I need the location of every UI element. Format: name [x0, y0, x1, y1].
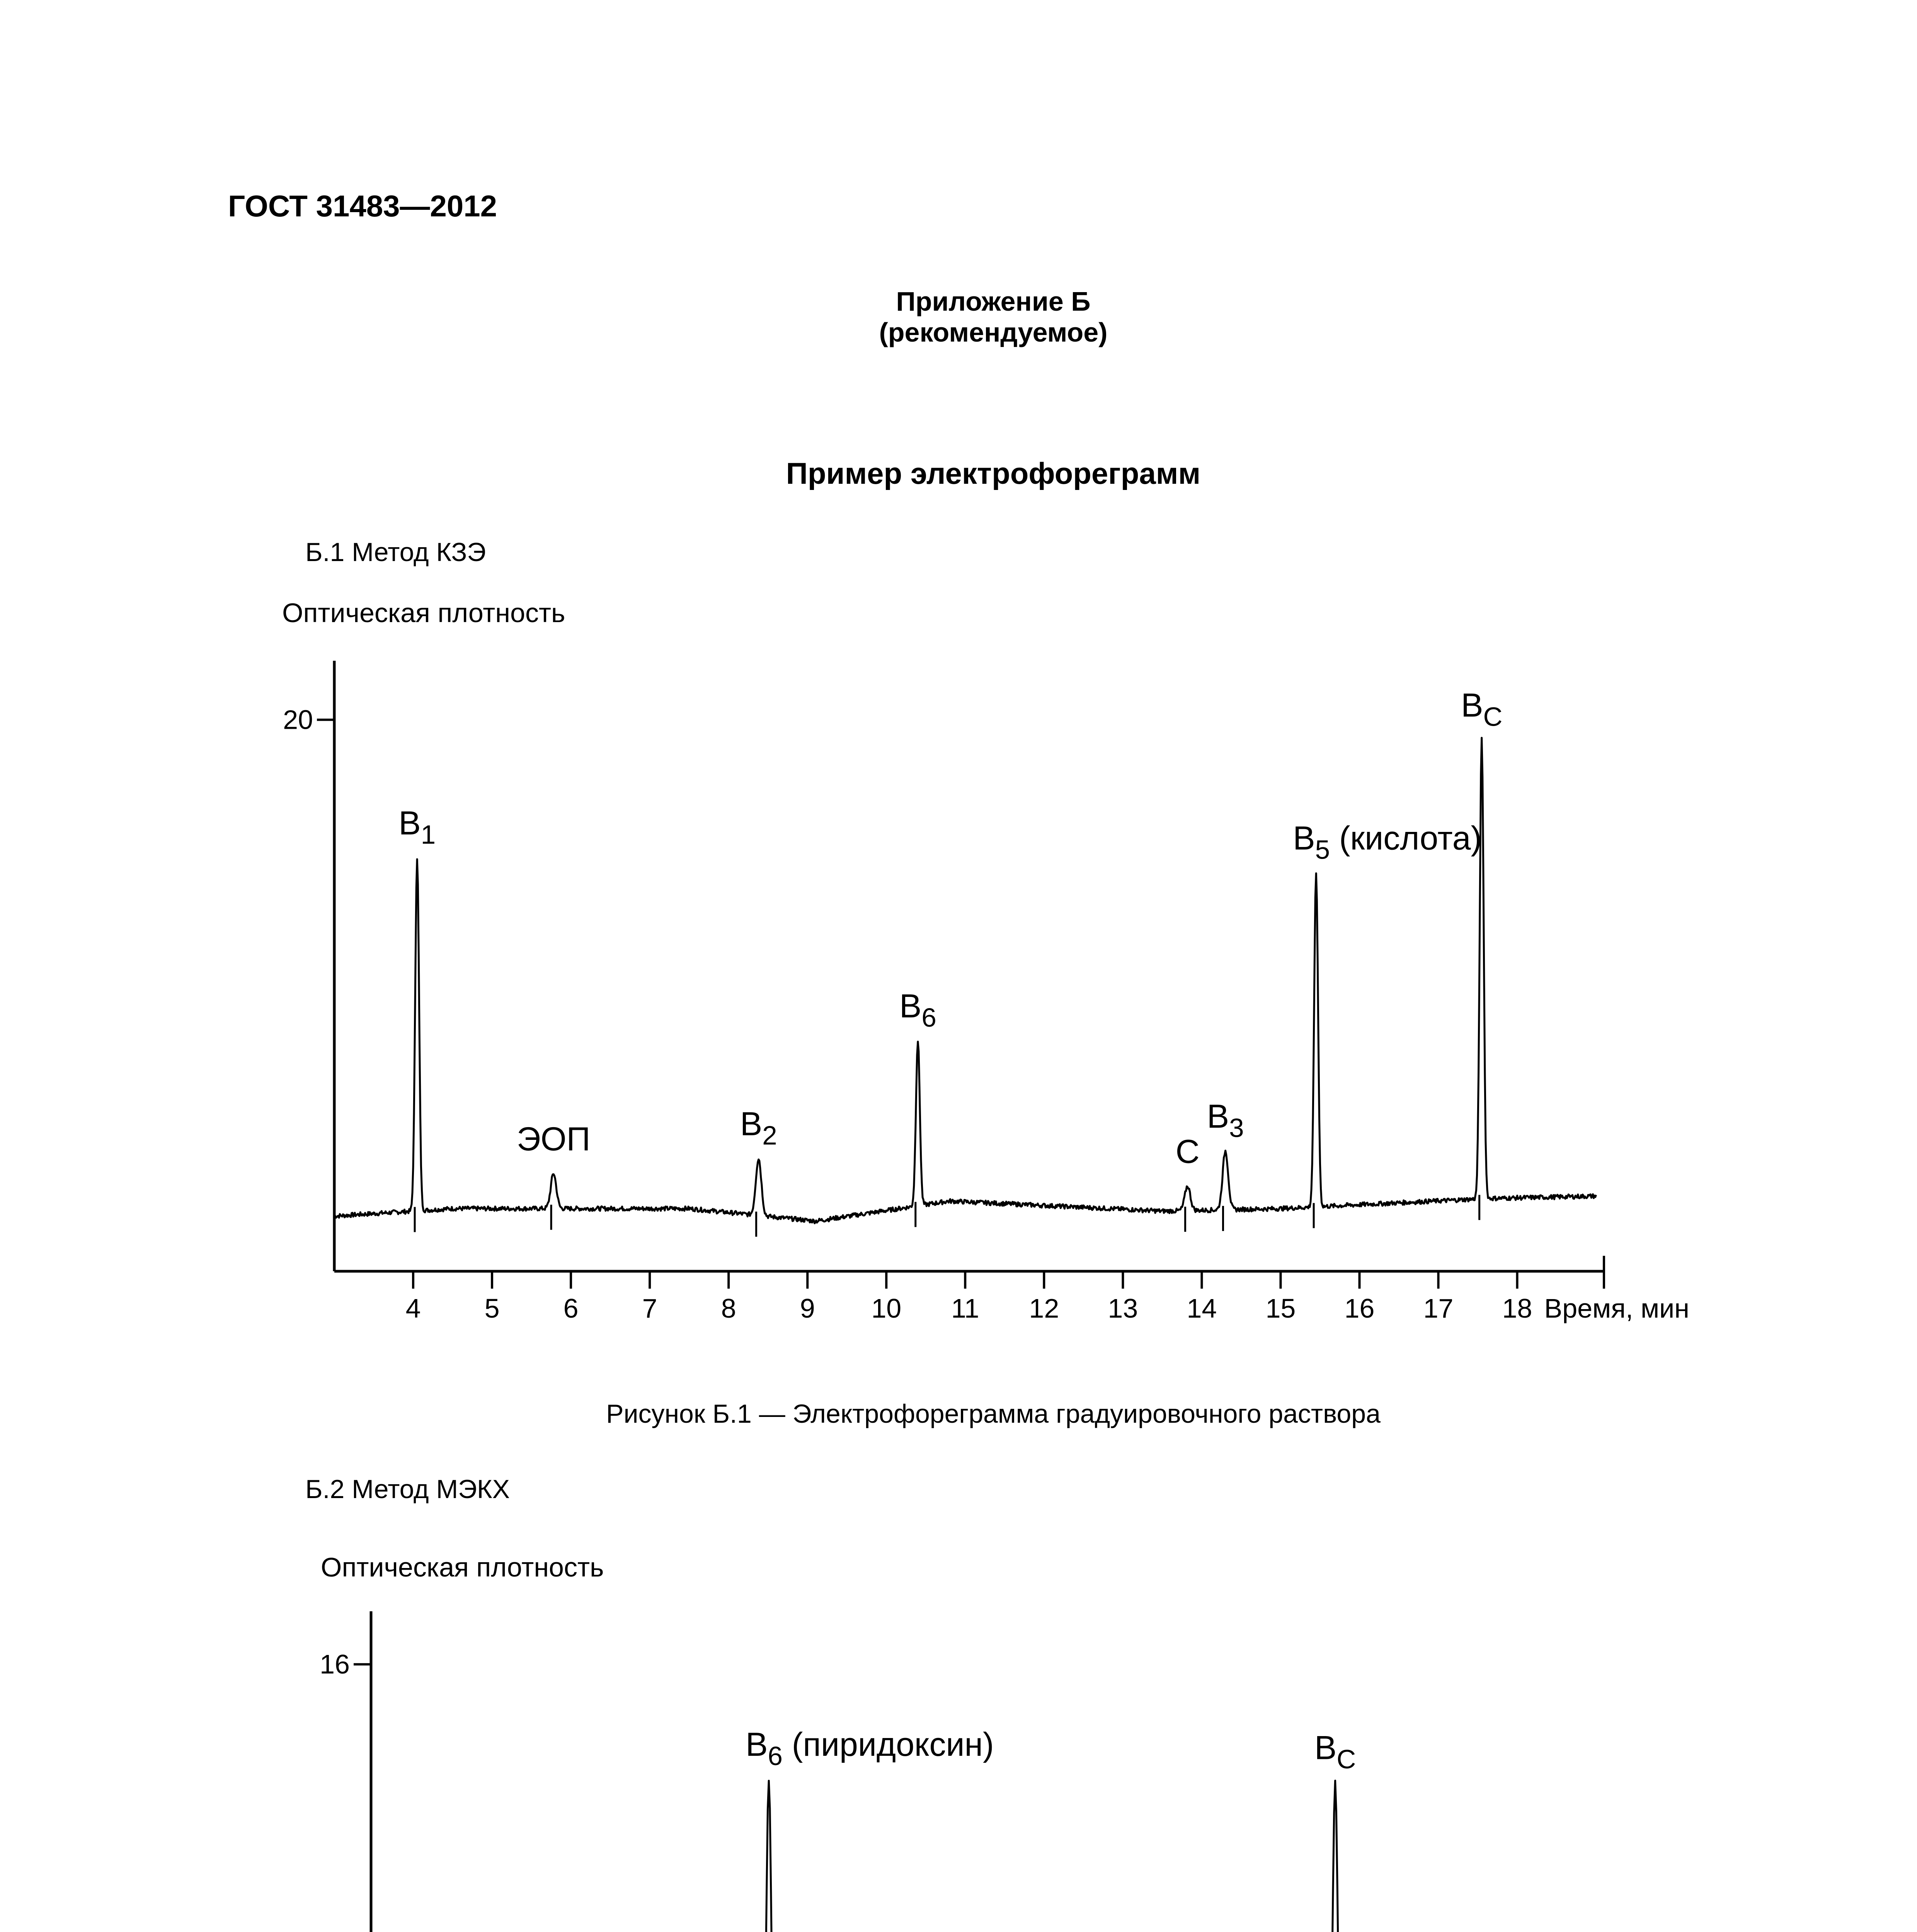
- peak-label: C: [1175, 1133, 1200, 1170]
- signal-trace: [371, 1781, 1646, 1932]
- x-tick-label: 6: [563, 1293, 579, 1323]
- x-tick-label: 13: [1108, 1293, 1138, 1323]
- y-axis-label: Оптическая плотность: [282, 598, 565, 628]
- x-tick-label: 11: [951, 1293, 979, 1323]
- annex-kind: (рекомендуемое): [879, 317, 1108, 347]
- peak-label: $B_2$: [740, 1105, 777, 1151]
- peak-label: $B_6$ (пиридоксин): [746, 1726, 994, 1771]
- x-tick-label: 18: [1502, 1293, 1532, 1323]
- x-tick-label: 14: [1187, 1293, 1217, 1323]
- x-tick-label: 12: [1029, 1293, 1059, 1323]
- section-title: Пример электрофореграмм: [786, 456, 1201, 490]
- peak-label: ЭОП: [516, 1120, 591, 1158]
- subsection-b1: Б.1 Метод КЗЭ: [305, 537, 486, 567]
- document-code: ГОСТ 31483—2012: [228, 189, 497, 223]
- peak-label: $B_C$: [1461, 687, 1503, 732]
- annex-title: Приложение Б: [896, 286, 1091, 316]
- peak-label: $B_1$: [398, 804, 436, 850]
- y-tick-label: 20: [283, 704, 313, 735]
- x-tick-label: 10: [871, 1293, 902, 1323]
- x-tick-label: 8: [721, 1293, 736, 1323]
- peak-label: $B_6$: [899, 988, 936, 1033]
- x-tick-label: 5: [484, 1293, 500, 1323]
- subsection-b2: Б.2 Метод МЭКХ: [305, 1475, 510, 1504]
- x-tick-label: 7: [642, 1293, 657, 1323]
- x-tick-label: 9: [800, 1293, 815, 1323]
- x-tick-label: 16: [1344, 1293, 1375, 1323]
- y-axis-label: Оптическая плотность: [321, 1552, 604, 1582]
- peak-label: $B_5$ (кислота): [1293, 820, 1482, 865]
- figure-caption-1: Рисунок Б.1 — Электрофореграмма градуировочного раствора: [606, 1399, 1381, 1429]
- y-tick-label: 16: [320, 1649, 350, 1680]
- x-tick-label: 17: [1423, 1293, 1454, 1323]
- x-axis-label: Время, мин: [1544, 1293, 1689, 1323]
- electrophoregram-chart-1: [0, 595, 1778, 1368]
- peak-label: $B_3$: [1207, 1098, 1244, 1143]
- electrophoregram-chart-2: [0, 1546, 1778, 1932]
- x-tick-label: 4: [405, 1293, 421, 1323]
- x-tick-label: 15: [1265, 1293, 1296, 1323]
- peak-label: $B_C$: [1314, 1729, 1356, 1774]
